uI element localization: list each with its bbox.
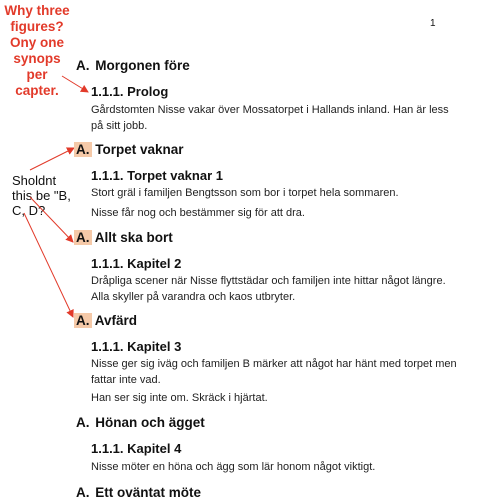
synopsis-paragraph: Han ser sig inte om. Skräck i hjärtat. (91, 392, 268, 404)
chapter-heading: 1.1.1. Prolog (91, 84, 169, 99)
section-letter: A. (76, 415, 90, 430)
section-title: Morgonen före (95, 58, 190, 73)
section-heading (76, 230, 173, 245)
section-heading (76, 313, 137, 328)
synopsis-paragraph: Nisse möter en höna och ägg som lär honom något viktigt. (91, 461, 376, 473)
section-title: Avfärd (94, 313, 138, 328)
review-comment-red: Why three figures? Ony one synops per capter. (4, 3, 70, 98)
chapter-heading: 1.1.1. Torpet vaknar 1 (91, 168, 223, 183)
chapter-heading: 1.1.1. Kapitel 2 (91, 256, 182, 271)
section-letter: A. (76, 58, 90, 73)
section-letter-highlighted: A. (76, 230, 90, 245)
section-title: Allt ska bort (94, 230, 173, 245)
section-title: Hönan och ägget (95, 415, 205, 430)
chapter-heading: 1.1.1. Kapitel 3 (91, 339, 182, 354)
arrow-to-section-2 (30, 148, 74, 170)
synopsis-paragraph: Gårdstomten Nisse vakar över Mossatorpet i Hallands inland. Han är less på sitt jobb. (91, 104, 449, 132)
arrow-to-section-4 (24, 213, 73, 317)
synopsis-paragraph: Dråpliga scener när Nisse flyttstädar och familjen inte hittar något längre. Alla skyller på varandra och kaos utbryter. (91, 275, 446, 303)
section-heading (76, 58, 190, 73)
page-number: 1 (430, 18, 436, 29)
arrow-to-prolog (62, 76, 88, 92)
synopsis-paragraph: Stort gräl i familjen Bengtsson som bor i torpet hela sommaren. (91, 187, 399, 199)
synopsis-paragraph: Nisse får nog och bestämmer sig för att dra. (91, 207, 305, 219)
section-heading (76, 485, 201, 500)
synopsis-paragraph: Nisse ger sig iväg och familjen B märker att något har hänt med torpet men fattar inte vad. (91, 358, 457, 386)
section-heading (76, 142, 184, 157)
section-letter-highlighted: A. (76, 142, 90, 157)
arrow-to-section-3 (30, 197, 73, 242)
section-letter: A. (76, 485, 90, 500)
chapter-heading: 1.1.1. Kapitel 4 (91, 441, 182, 456)
section-title: Torpet vaknar (95, 142, 184, 157)
section-letter-highlighted: A. (76, 313, 90, 328)
section-title: Ett oväntat möte (95, 485, 202, 500)
section-heading (76, 415, 205, 430)
review-comment-black: Sholdnt this be "B, C, D? (12, 173, 71, 218)
